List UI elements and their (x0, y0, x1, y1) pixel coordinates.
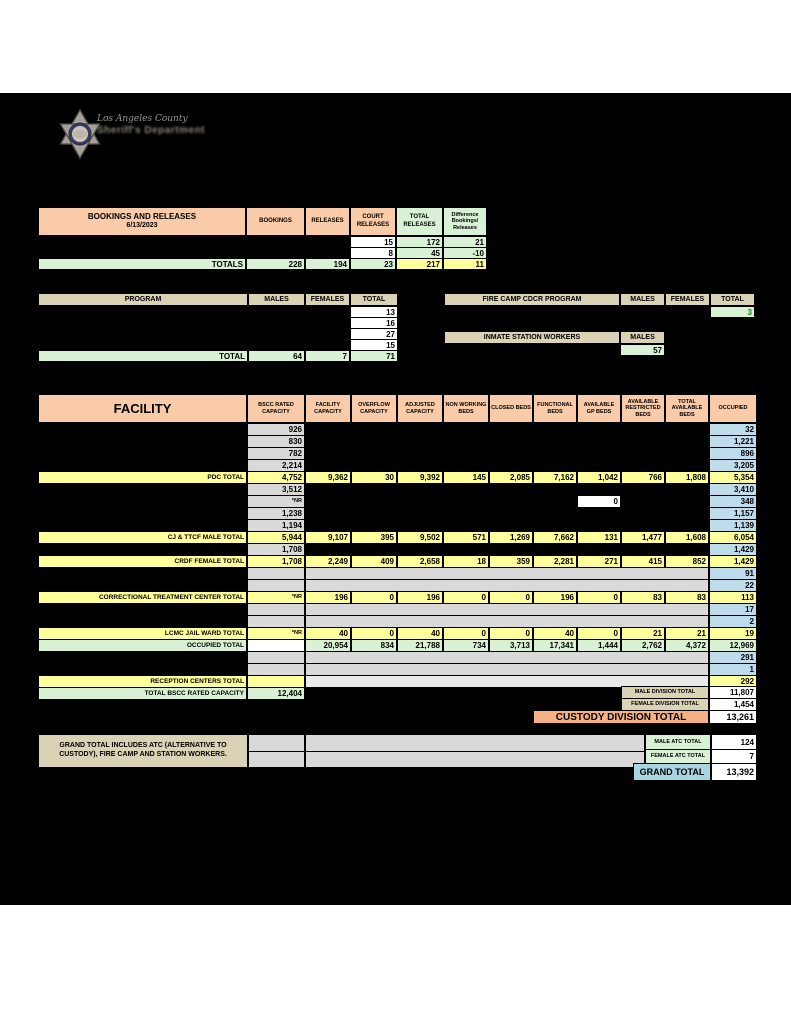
facility-total-label: LCMC JAIL WARD TOTAL (38, 627, 247, 640)
program-total-cell: 16 (350, 317, 398, 329)
total-releases-cell: 172 (396, 236, 443, 248)
bscc-capacity-cell: 3,512 (247, 483, 305, 496)
facility-total-cell: 9,502 (397, 531, 443, 544)
occupied-cell: 896 (709, 447, 757, 460)
program-table-header: PROGRAM (38, 293, 248, 306)
col-header-total: TOTAL (710, 293, 755, 306)
facility-total-label: CORRECTIONAL TREATMENT CENTER TOTAL (38, 591, 247, 604)
facility-total-cell: 271 (577, 555, 621, 568)
col-header-females: FEMALES (665, 293, 710, 306)
occupied-cell: 348 (709, 495, 757, 508)
department-name-text: Sheriff's Department (97, 125, 205, 136)
facility-total-cell: 395 (351, 531, 397, 544)
bscc-capacity-cell: 830 (247, 435, 305, 448)
facility-total-cell: 734 (443, 639, 489, 652)
facility-total-cell: 409 (351, 555, 397, 568)
empty-cell (248, 734, 305, 752)
bookings-totals-label: TOTALS (38, 258, 246, 270)
facility-total-cell: 18 (443, 555, 489, 568)
program-total-cell: 15 (350, 339, 398, 351)
facility-total-cell: 9,362 (305, 471, 351, 484)
female-atc-total-value: 7 (711, 749, 757, 764)
grand-total-note (38, 734, 248, 768)
facility-total-cell: 4,372 (665, 639, 709, 652)
bscc-capacity-cell: 12,404 (247, 687, 305, 700)
bscc-capacity-cell: 1,708 (247, 543, 305, 556)
program-total-cell: 13 (350, 306, 398, 318)
facility-total-cell: 83 (621, 591, 665, 604)
county-name-text: Los Angeles County (97, 114, 188, 124)
bookings-date: 6/13/2023 (126, 222, 158, 230)
col-header-non-working-beds: NON WORKING BEDS (443, 394, 489, 423)
col-header-facility-capacity: FACILITY CAPACITY (305, 394, 351, 423)
facility-total-cell: 1,042 (577, 471, 621, 484)
col-header-functional-beds: FUNCTIONAL BEDS (533, 394, 577, 423)
facility-total-label: RECEPTION CENTERS TOTAL (38, 675, 247, 688)
totals-releases-cell: 194 (305, 258, 350, 270)
facility-total-cell: 7,662 (533, 531, 577, 544)
bookings-table-header (38, 207, 246, 236)
col-header-bscc-rated-capacity: BSCC RATED CAPACITY (247, 394, 305, 423)
male-division-total-value: 11,807 (709, 686, 757, 699)
facility-total-cell: 113 (709, 591, 757, 604)
facility-total-cell: 0 (577, 627, 621, 640)
col-header-total: TOTAL (350, 293, 398, 306)
occupied-cell: 22 (709, 579, 757, 592)
occupied-cell: 1,139 (709, 519, 757, 532)
facility-total-cell: 1,608 (665, 531, 709, 544)
facility-total-cell: 196 (533, 591, 577, 604)
col-header-males: MALES (620, 293, 665, 306)
bscc-capacity-cell: 926 (247, 423, 305, 436)
difference-cell: 21 (443, 236, 487, 248)
program-totals-label: TOTAL (38, 350, 248, 362)
grand-total-label: GRAND TOTAL (633, 763, 711, 781)
facility-total-cell: 0 (577, 591, 621, 604)
col-header-total-available-beds: TOTAL AVAILABLE BEDS (665, 394, 709, 423)
col-header-occupied: OCCUPIED (709, 394, 757, 423)
col-header-releases: RELEASES (305, 207, 350, 236)
facility-total-label: PDC TOTAL (38, 471, 247, 484)
facility-total-cell: 1,708 (247, 555, 305, 568)
facility-total-cell: 21,788 (397, 639, 443, 652)
totals-bookings-cell: 228 (246, 258, 305, 270)
col-header-available-restricted-beds: AVAILABLE RESTRICTED BEDS (621, 394, 665, 423)
station-workers-table-header: INMATE STATION WORKERS (444, 331, 620, 344)
facility-total-cell: 1,444 (577, 639, 621, 652)
merged-cell (305, 751, 645, 768)
col-header-females: FEMALES (305, 293, 350, 306)
bookings-title: BOOKINGS AND RELEASES (87, 212, 197, 222)
facility-total-cell: 2,762 (621, 639, 665, 652)
occupied-cell: 91 (709, 567, 757, 580)
facility-total-cell: 359 (489, 555, 533, 568)
empty-cell (248, 751, 305, 768)
male-division-total-label: MALE DIVISION TOTAL (621, 686, 709, 699)
grand-total-value: 13,392 (711, 763, 757, 781)
facility-total-cell: 0 (489, 627, 533, 640)
totals-difference-cell: 11 (443, 258, 487, 270)
col-header-males: MALES (620, 331, 665, 344)
facility-total-cell: 5,354 (709, 471, 757, 484)
facility-total-cell: 571 (443, 531, 489, 544)
facility-total-cell: 9,392 (397, 471, 443, 484)
station-workers-males-cell: 57 (620, 344, 665, 356)
facility-total-cell: 2,281 (533, 555, 577, 568)
occupied-cell: 2 (709, 615, 757, 628)
bscc-capacity-cell: 1,194 (247, 519, 305, 532)
female-atc-total-label: FEMALE ATC TOTAL (645, 749, 711, 764)
bscc-capacity-cell: 2,214 (247, 459, 305, 472)
program-females-total: 7 (305, 350, 350, 362)
fire-camp-table-header: FIRE CAMP CDCR PROGRAM (444, 293, 620, 306)
custody-division-total-label: CUSTODY DIVISION TOTAL (533, 710, 709, 724)
facility-total-cell: *NR (247, 627, 305, 640)
facility-table-title: FACILITY (38, 394, 247, 423)
col-header-bookings: BOOKINGS (246, 207, 305, 236)
facility-total-cell: 2,249 (305, 555, 351, 568)
fire-camp-total-cell: 3 (710, 306, 755, 318)
facility-total-cell: 1,429 (709, 555, 757, 568)
facility-total-cell: 17,341 (533, 639, 577, 652)
facility-total-cell: 1,808 (665, 471, 709, 484)
occupied-cell: 291 (709, 651, 757, 664)
occupied-cell: 3,205 (709, 459, 757, 472)
female-division-total-value: 1,454 (709, 698, 757, 711)
facility-total-label: TOTAL BSCC RATED CAPACITY (38, 687, 247, 700)
facility-total-cell: 145 (443, 471, 489, 484)
program-grand-total: 71 (350, 350, 398, 362)
occupied-cell: 1 (709, 663, 757, 676)
facility-total-cell: 0 (351, 627, 397, 640)
occupied-cell: 17 (709, 603, 757, 616)
male-atc-total-label: MALE ATC TOTAL (645, 734, 711, 750)
facility-total-cell: 1,477 (621, 531, 665, 544)
facility-total-cell: 12,969 (709, 639, 757, 652)
facility-total-cell: 415 (621, 555, 665, 568)
col-header-closed-beds: CLOSED BEDS (489, 394, 533, 423)
occupied-cell: 1,157 (709, 507, 757, 520)
facility-total-cell: 1,269 (489, 531, 533, 544)
col-header-total-releases: TOTAL RELEASES (396, 207, 443, 236)
facility-total-cell: 21 (621, 627, 665, 640)
col-header-adjusted-capacity: ADJUSTED CAPACITY (397, 394, 443, 423)
col-header-available-gp-beds: AVAILABLE GP BEDS (577, 394, 621, 423)
facility-total-cell: 852 (665, 555, 709, 568)
facility-total-cell: 0 (351, 591, 397, 604)
facility-total-cell: 83 (665, 591, 709, 604)
totals-total-releases-cell: 217 (396, 258, 443, 270)
facility-total-cell: *NR (247, 591, 305, 604)
available-gp-beds-cell: 0 (577, 495, 621, 508)
facility-total-label: CJ & TTCF MALE TOTAL (38, 531, 247, 544)
facility-total-cell: 766 (621, 471, 665, 484)
facility-total-cell: 40 (305, 627, 351, 640)
program-total-cell: 27 (350, 328, 398, 340)
bscc-capacity-cell: *NR (247, 495, 305, 508)
occupied-cell: 292 (709, 675, 757, 688)
facility-total-cell: 0 (443, 627, 489, 640)
facility-total-cell: 834 (351, 639, 397, 652)
facility-total-cell: 40 (397, 627, 443, 640)
facility-total-cell: 30 (351, 471, 397, 484)
female-division-total-label: FEMALE DIVISION TOTAL (621, 698, 709, 711)
program-males-total: 64 (248, 350, 305, 362)
col-header-males: MALES (248, 293, 305, 306)
facility-total-cell: 2,658 (397, 555, 443, 568)
totals-court-cell: 23 (350, 258, 396, 270)
bscc-capacity-cell: 1,238 (247, 507, 305, 520)
facility-total-cell: 40 (533, 627, 577, 640)
facility-total-cell: 0 (489, 591, 533, 604)
facility-total-cell: 21 (665, 627, 709, 640)
facility-total-label: CRDF FEMALE TOTAL (38, 555, 247, 568)
note-line-1: GRAND TOTAL INCLUDES ATC (ALTERNATIVE TO (59, 742, 227, 750)
facility-total-label: OCCUPIED TOTAL (38, 639, 247, 652)
facility-total-cell: 131 (577, 531, 621, 544)
col-header-overflow-capacity: OVERFLOW CAPACITY (351, 394, 397, 423)
occupied-cell: 3,410 (709, 483, 757, 496)
occupied-cell: 32 (709, 423, 757, 436)
col-header-difference: Difference Bookings/ Releases (443, 207, 487, 236)
facility-total-cell: 19 (709, 627, 757, 640)
col-header-court-releases: COURT RELEASES (350, 207, 396, 236)
facility-total-cell: 20,954 (305, 639, 351, 652)
bscc-capacity-cell: 782 (247, 447, 305, 460)
facility-total-cell: 5,944 (247, 531, 305, 544)
facility-total-cell: 4,752 (247, 471, 305, 484)
facility-total-cell: 7,162 (533, 471, 577, 484)
merged-cell (305, 734, 645, 752)
facility-total-cell: 9,107 (305, 531, 351, 544)
occupied-cell: 1,429 (709, 543, 757, 556)
male-atc-total-value: 124 (711, 734, 757, 750)
note-line-2: CUSTODY), FIRE CAMP AND STATION WORKERS. (59, 751, 227, 758)
facility-total-cell: 6,054 (709, 531, 757, 544)
facility-total-cell: 0 (443, 591, 489, 604)
court-releases-cell: 15 (350, 236, 396, 248)
court-releases-cell: 8 (350, 247, 396, 259)
occupied-cell: 1,221 (709, 435, 757, 448)
difference-cell: -10 (443, 247, 487, 259)
facility-total-cell: 3,713 (489, 639, 533, 652)
facility-total-cell: 2,085 (489, 471, 533, 484)
facility-total-cell: 196 (305, 591, 351, 604)
total-releases-cell: 45 (396, 247, 443, 259)
facility-total-cell: 196 (397, 591, 443, 604)
custody-division-total-value: 13,261 (709, 710, 757, 724)
